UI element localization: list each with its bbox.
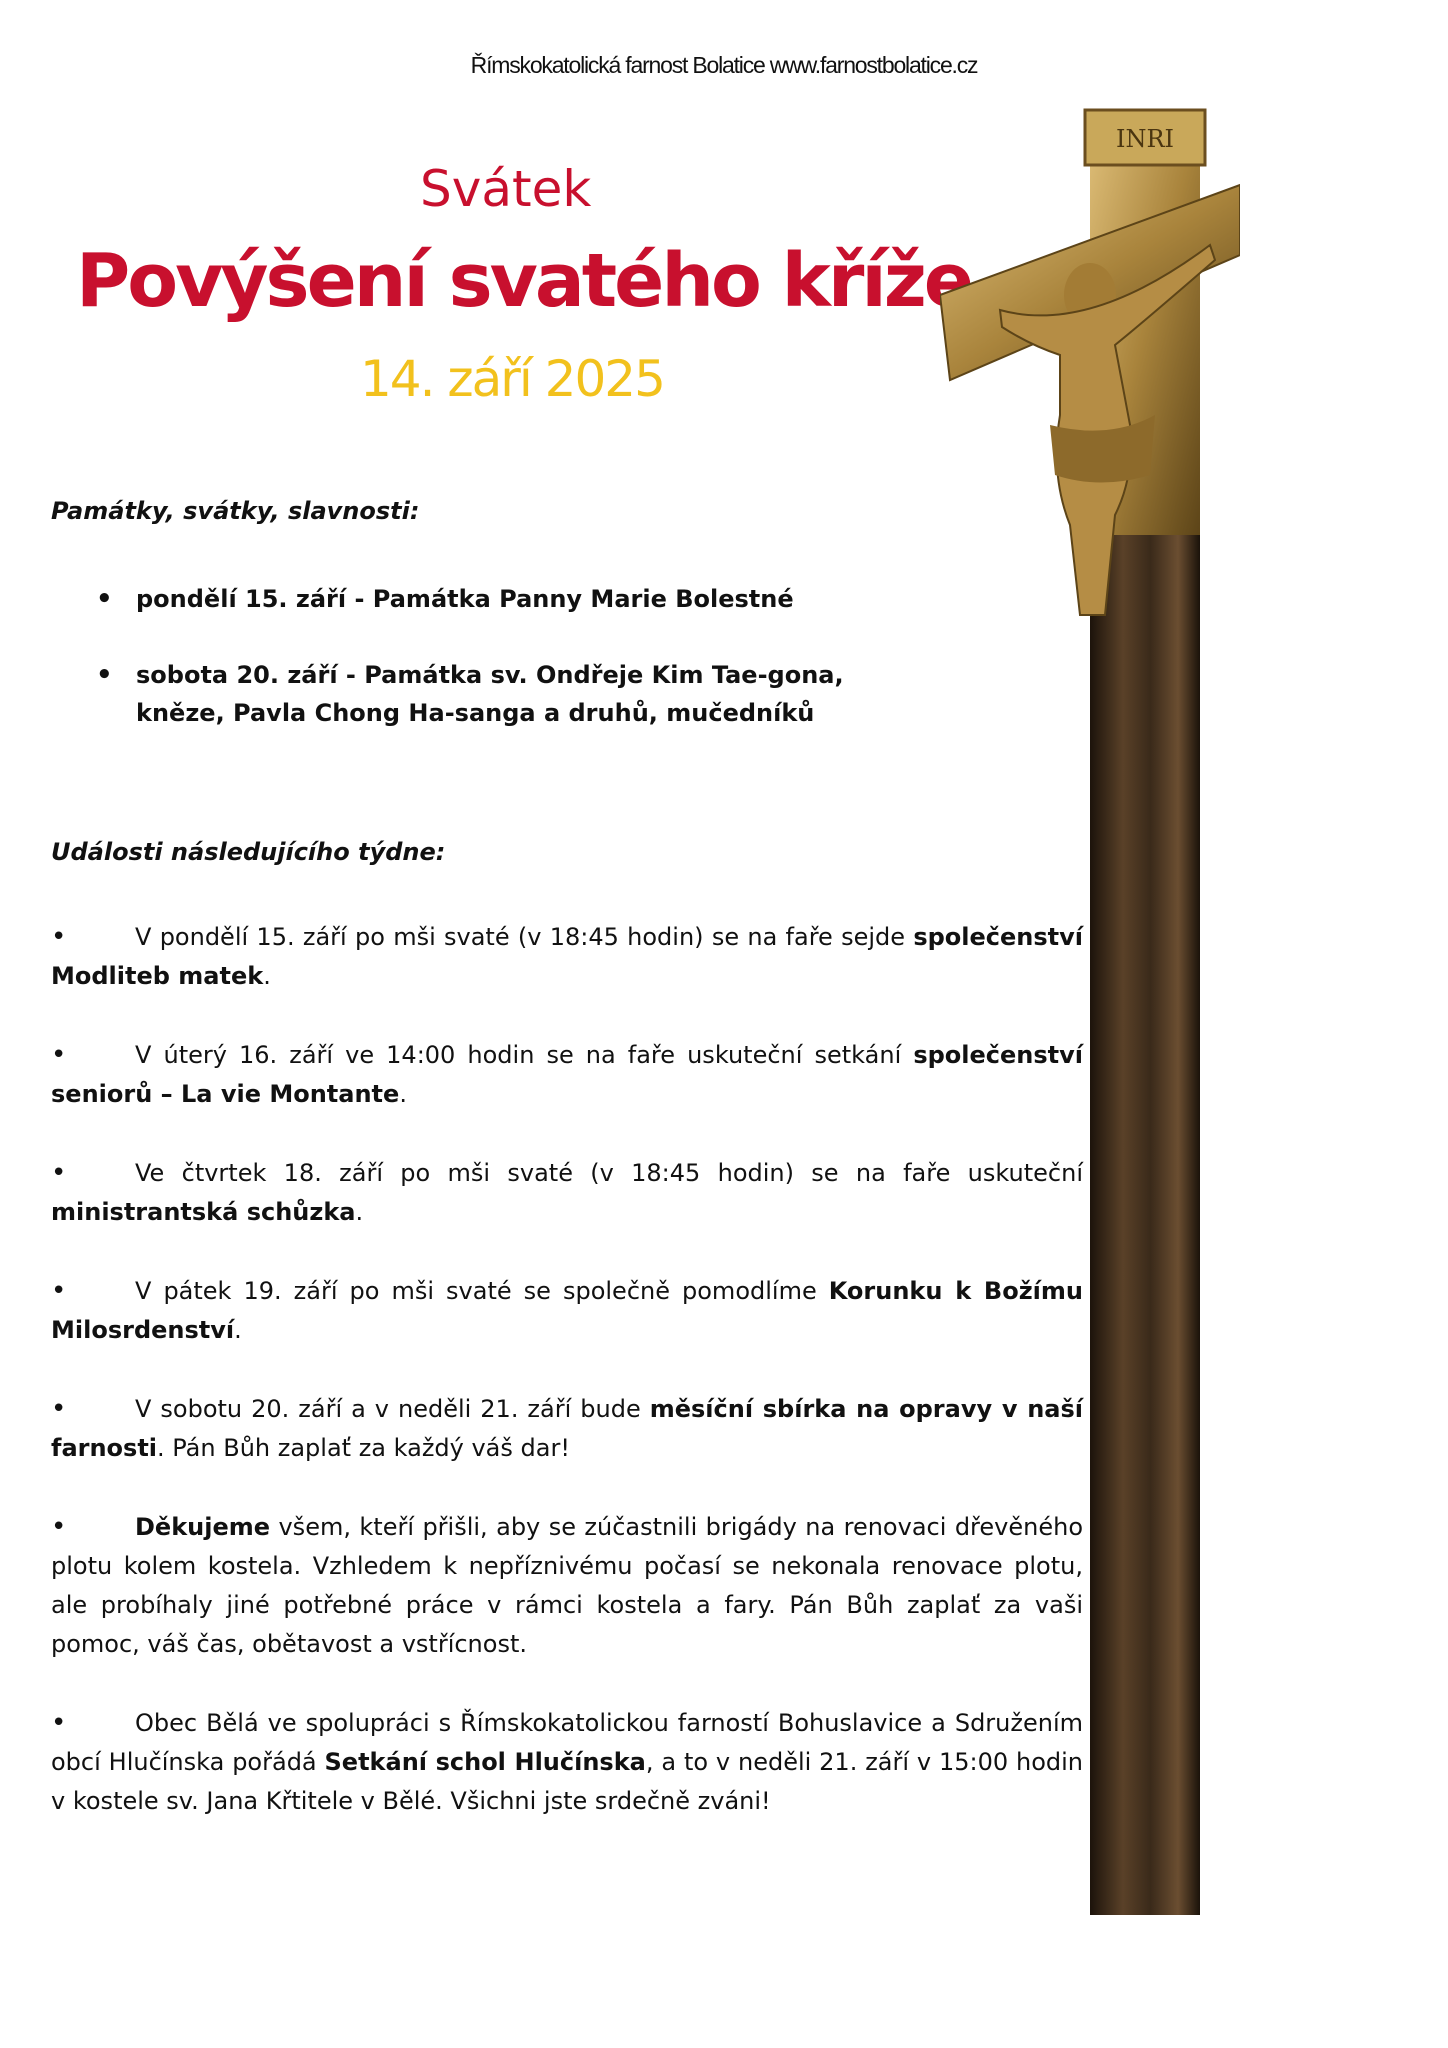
event-item: • Ve čtvrtek 18. září po mši svaté (v 18:45 hodin) se na faře uskuteční ministrantská schůzka. xyxy=(51,1154,1083,1232)
title-date: 14. září 2025 xyxy=(360,350,664,408)
feast-text: pondělí 15. září - Památka Panny Marie Bolestné xyxy=(136,585,794,613)
list-item xyxy=(96,656,856,732)
feast-text-cont: kněze, Pavla Chong Ha-sanga a druhů, mučedníků xyxy=(136,699,815,727)
bullet-icon: • xyxy=(51,922,67,952)
event-item: • Obec Bělá ve spolupráci s Římskokatolickou farností Bohuslavice a Sdružením obcí Hlučínska pořádá Setkání schol Hlučínska, a to v neděli 21. září v 15:00 hodin v kostele sv. Jana Křtitele v Bělé. Všichni jste srdečně zváni! xyxy=(51,1704,1083,1821)
feasts-list xyxy=(96,580,856,770)
bullet-icon: • xyxy=(51,1040,67,1070)
bullet-icon: • xyxy=(96,660,113,690)
event-item: • Děkujeme všem, kteří přišli, aby se zúčastnili brigády na renovaci dřevěného plotu kolem kostela. Vzhledem k nepříznivému počasí se nekonala renovace plotu, ale probíhaly jiné potřebné práce v rámci kostela a fary. Pán Bůh zaplať za vaši pomoc, váš čas, obětavost a vstřícnost. xyxy=(51,1508,1083,1664)
event-item: • V pátek 19. září po mši svaté se společně pomodlíme Korunku k Božímu Milosrdenství. xyxy=(51,1272,1083,1350)
bullet-icon: • xyxy=(51,1158,67,1188)
title-feast-label: Svátek xyxy=(420,160,592,218)
bullet-icon: • xyxy=(51,1512,67,1542)
event-item: • V úterý 16. září ve 14:00 hodin se na faře uskuteční setkání společenství seniorů – La vie Montante. xyxy=(51,1036,1083,1114)
event-item: • V sobotu 20. září a v neděli 21. září bude měsíční sbírka na opravy v naší farnosti. Pán Bůh zaplať za každý váš dar! xyxy=(51,1390,1083,1468)
feast-text: sobota 20. září - Památka sv. Ondřeje Kim Tae-gona, xyxy=(136,661,844,689)
inri-text: INRI xyxy=(1115,125,1175,153)
events-heading: Události následujícího týdne: xyxy=(51,838,446,866)
bullet-icon: • xyxy=(51,1276,67,1306)
list-item xyxy=(96,580,856,618)
parish-header: Římskokatolická farnost Bolatice www.farnostbolatice.cz xyxy=(470,52,978,78)
bullet-icon: • xyxy=(96,584,113,614)
page-title: Povýšení svatého kříže xyxy=(76,238,971,324)
feasts-heading: Památky, svátky, slavnosti: xyxy=(51,497,420,525)
bullet-icon: • xyxy=(51,1708,67,1738)
bullet-icon: • xyxy=(51,1394,67,1424)
event-item: • V pondělí 15. září po mši svaté (v 18:45 hodin) se na faře sejde společenství Modliteb matek. xyxy=(51,918,1083,996)
